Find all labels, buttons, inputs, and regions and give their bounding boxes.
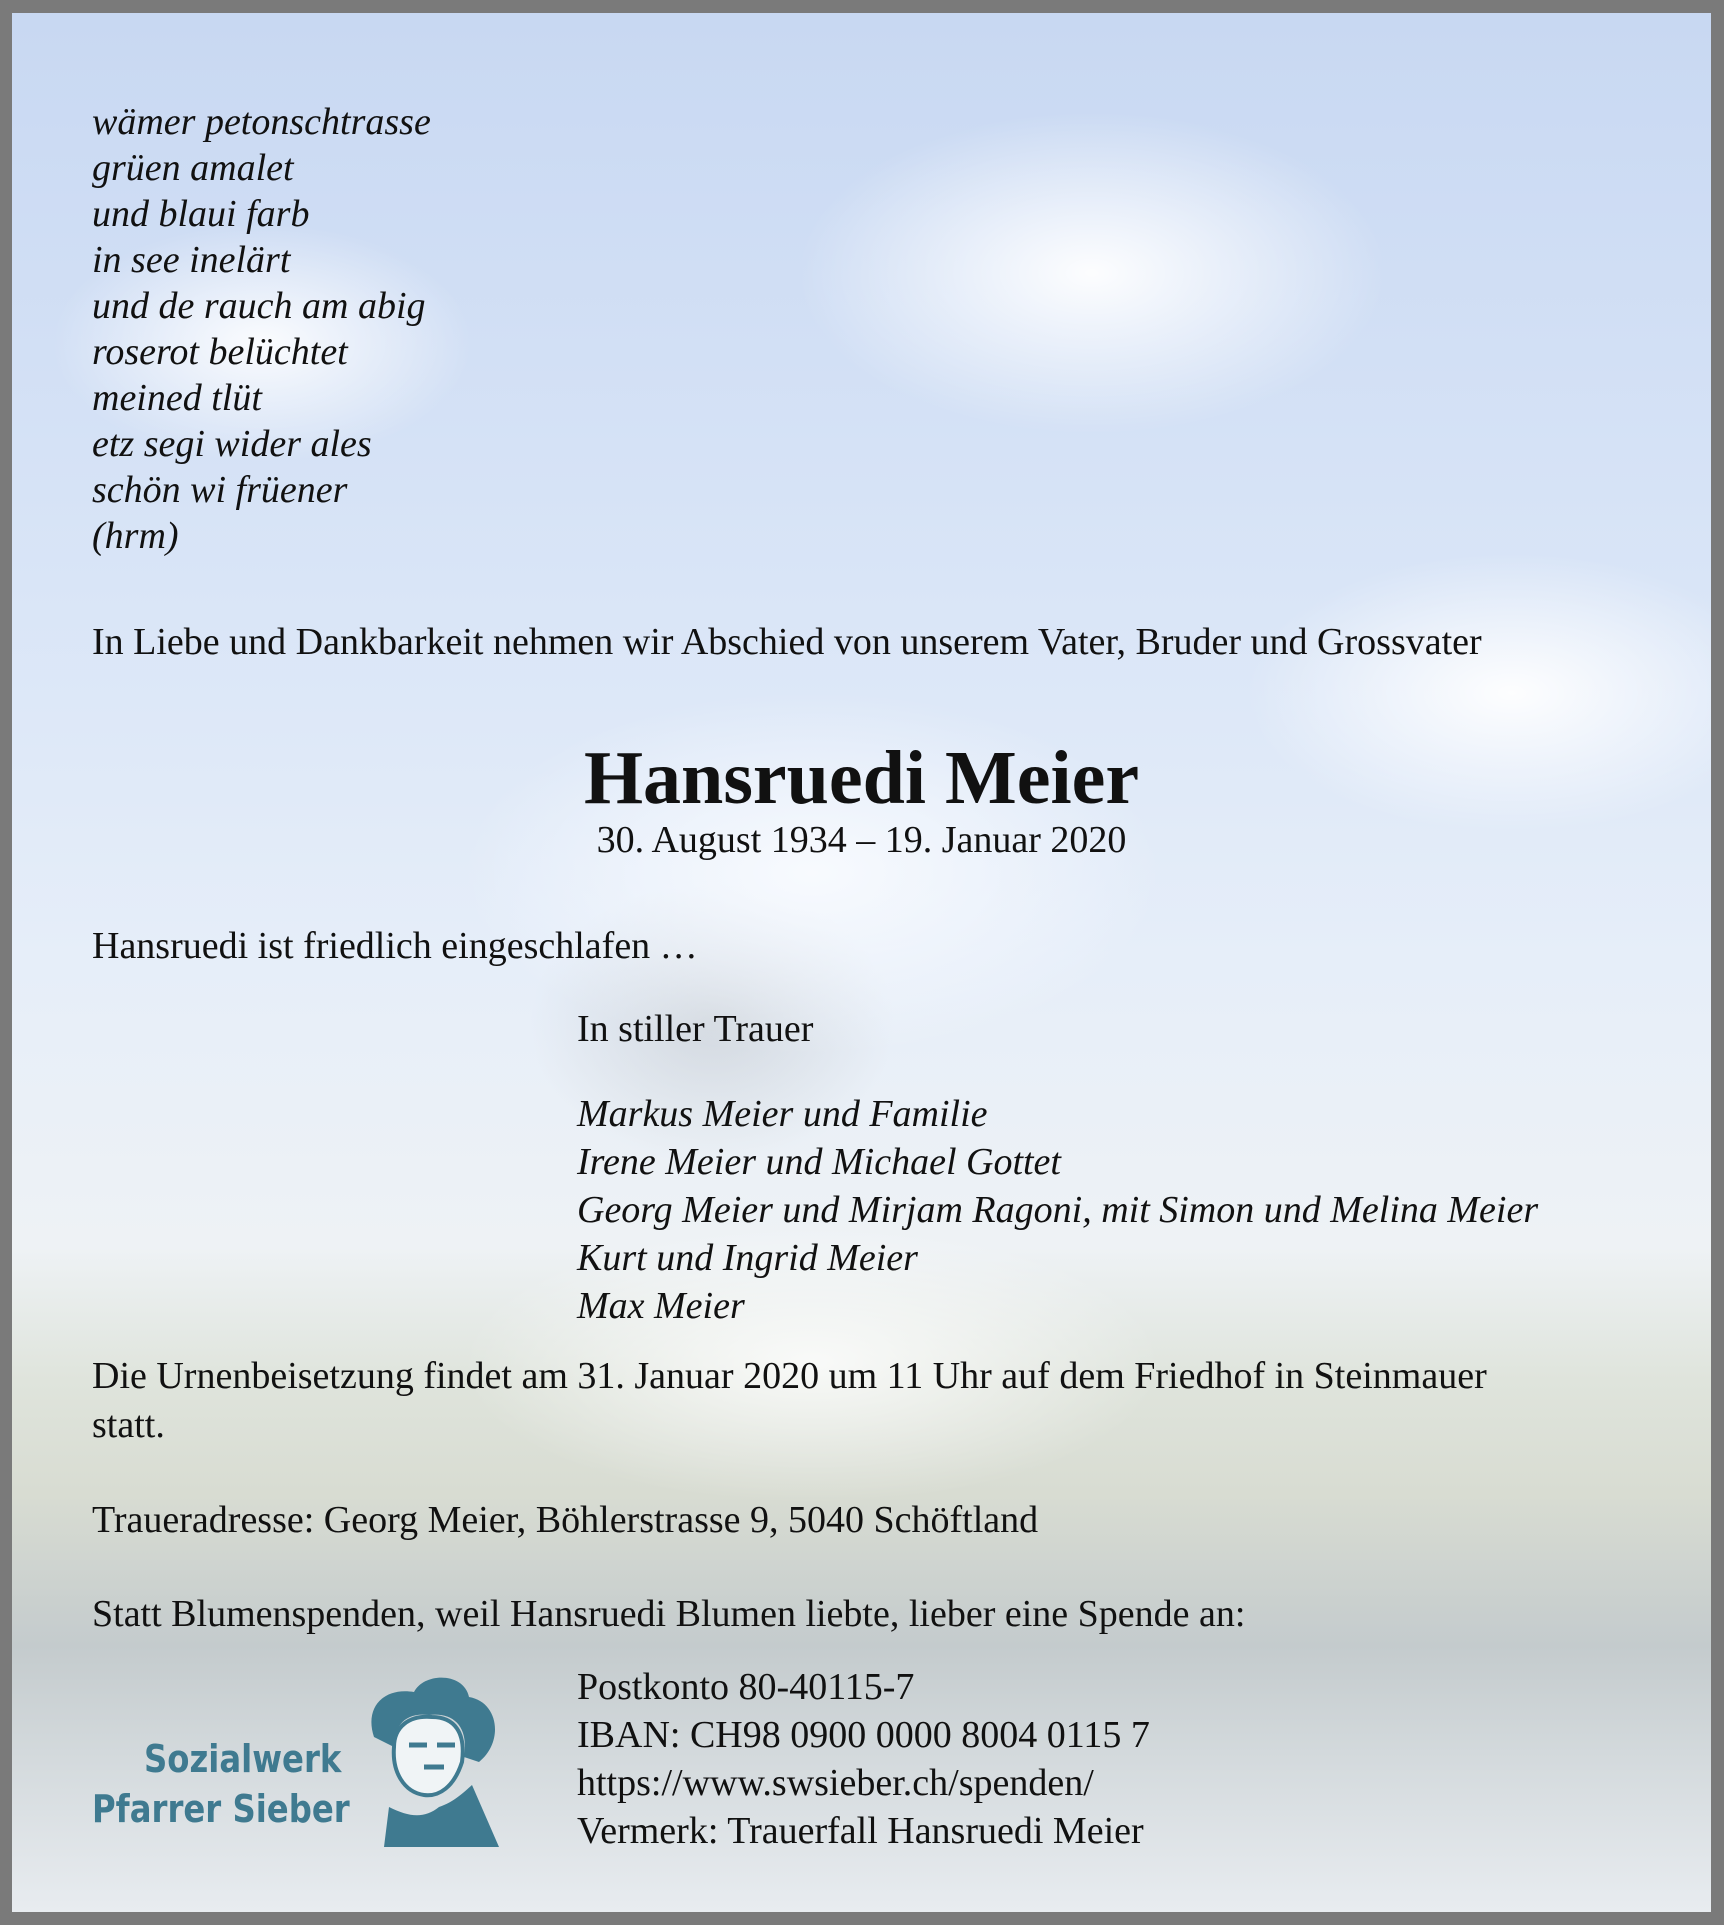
- mourning-address: Traueradresse: Georg Meier, Böhlerstrasse 9, 5040 Schöftland: [92, 1499, 1039, 1541]
- poem-line: und blaui farb: [92, 193, 310, 235]
- family-member: Markus Meier und Familie: [577, 1093, 988, 1135]
- poem-line: und de rauch am abig: [92, 285, 426, 327]
- logo-line-1: Sozialwerk: [144, 1737, 342, 1781]
- family-member: Max Meier: [577, 1285, 745, 1327]
- poem-line: in see inelärt: [92, 239, 291, 281]
- poem-line: wämer petonschtrasse: [92, 101, 431, 143]
- pfarrer-portrait-icon: [354, 1667, 504, 1847]
- poem: [92, 99, 431, 559]
- iban: IBAN: CH98 0900 0000 8004 0115 7: [577, 1714, 1150, 1756]
- poem-line: (hrm): [92, 515, 179, 557]
- donation-link[interactable]: https://www.swsieber.ch/spenden/: [577, 1762, 1094, 1804]
- logo-line-2: Pfarrer Sieber: [92, 1787, 350, 1831]
- donation-text: Statt Blumenspenden, weil Hansruedi Blumen liebte, lieber eine Spende an:: [92, 1593, 1246, 1635]
- poem-line: meined tlüt: [92, 377, 262, 419]
- poem-line: etz segi wider ales: [92, 423, 372, 465]
- poem-line: grüen amalet: [92, 147, 294, 189]
- poem-line: roserot belüchtet: [92, 331, 348, 373]
- family-member: Kurt und Ingrid Meier: [577, 1237, 918, 1279]
- burial-text-cont: statt.: [92, 1404, 165, 1446]
- postal-account: Postkonto 80-40115-7: [577, 1666, 915, 1708]
- family-member: Irene Meier und Michael Gottet: [577, 1141, 1061, 1183]
- sozialwerk-logo: [92, 1653, 492, 1853]
- deceased-name: Hansruedi Meier: [583, 736, 1140, 820]
- obituary-page: [12, 13, 1711, 1912]
- sleep-text: Hansruedi ist friedlich eingeschlafen …: [92, 925, 698, 967]
- mourning-heading: In stiller Trauer: [577, 1008, 814, 1050]
- bank-details: [577, 1663, 1150, 1855]
- burial-text: Die Urnenbeisetzung findet am 31. Januar 2020 um 11 Uhr auf dem Friedhof in Steinmauer: [92, 1355, 1487, 1397]
- payment-note: Vermerk: Trauerfall Hansruedi Meier: [577, 1810, 1144, 1852]
- family-member: Georg Meier und Mirjam Ragoni, mit Simon und Melina Meier: [577, 1189, 1539, 1231]
- family-list: [577, 1090, 1538, 1330]
- poem-line: schön wi früener: [92, 469, 348, 511]
- intro-text: In Liebe und Dankbarkeit nehmen wir Abschied von unserem Vater, Bruder und Grossvater: [92, 621, 1482, 663]
- life-dates: 30. August 1934 – 19. Januar 2020: [596, 819, 1127, 861]
